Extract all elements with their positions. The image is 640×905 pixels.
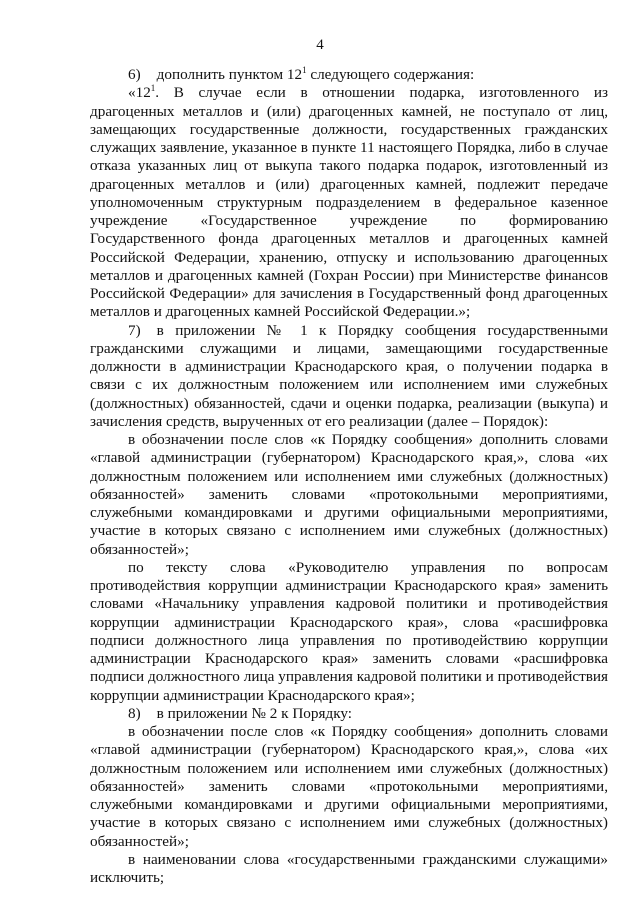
item-number: 8)	[128, 704, 141, 722]
item-7	[90, 322, 608, 432]
paragraph-text: «12	[128, 84, 151, 102]
page-number: 4	[316, 37, 324, 53]
item-number: 6)	[128, 66, 141, 83]
superscript: 1	[150, 83, 156, 94]
item-7-subparagraph-2: по тексту слова «Руководителю управления по вопросам противодействия коррупции администрации Краснодарского края» заменить словами «Начальнику управления кадровой политики и противодействия коррупции администрации Краснодарского края», слова «расшифровка подписи должностного лица управления по противодействию коррупции администрации Краснодарского края» заменить словами «расшифровка подписи должностного лица управления кадровой политики и противодействия коррупции администрации Краснодарского края»;	[90, 558, 608, 704]
item-8-subparagraph-1: в обозначении после слов «к Порядку сообщения» дополнить словами «главой администрации (губернатором) Краснодарского края,», слова «их должностным положением или исполнением ими служебных (должностных) обязанностей» заменить словами «протокольными мероприятиями, служебными командировками и другими официальными мероприятиями, участие в которых связано с исполнением ими служебных (должностных) обязанностей»;	[90, 723, 608, 850]
item-8	[90, 705, 608, 723]
item-6	[90, 66, 608, 84]
superscript: 1	[302, 64, 307, 75]
paragraph-text: следующего содержания:	[306, 66, 475, 83]
paragraph-text: дополнить пунктом 12	[156, 66, 303, 83]
paragraph-12-1	[90, 84, 608, 321]
item-8-subparagraph-2: в наименовании слова «государственными гражданскими служащими» исключить;	[90, 850, 608, 886]
paragraph-text: в приложении № 2 к Порядку:	[156, 704, 352, 722]
paragraph-text: . В случае если в отношении подарка, изготовленного из драгоценных металлов и (или) драгоценных камней, не поступало от лиц, замещающих государственные должности, государственных гражданских служащих заявление, указанное в пункте 11 настоящего Порядка, либо в случае отказа указанных лиц от выкупа такого подарка подарок, изготовленный из драгоценных металлов и (или) драгоценных камней, подлежит передаче уполномоченным структурным подразделением в федеральное казенное учреждение «Государственное учреждение по формированию Государственного фонда драгоценных металлов и драгоценных камней Российской Федерации, хранению, отпуску и использованию драгоценных металлов и драгоценных камней (Гохран России) при Министерстве финансов Российской Федерации» для зачисления в Государственный фонд драгоценных металлов и драгоценных камней Российской Федерации.»;	[90, 84, 608, 321]
item-7-subparagraph-1: в обозначении после слов «к Порядку сообщения» дополнить словами «главой администрации (губернатором) Краснодарского края,», слова «их должностным положением или исполнением ими служебных (должностных) обязанностей» заменить словами «протокольными мероприятиями, служебными командировками и другими официальными мероприятиями, участие в которых связано с исполнением ими служебных (должностных) обязанностей»;	[90, 431, 608, 558]
document-body	[90, 66, 608, 887]
paragraph-text: в приложении № 1 к Порядку сообщения государственными гражданскими служащими и лицами, замещающими государственные должности в администрации Краснодарского края, о получении подарка в связи с их должностным положением или исполнением ими служебных (должностных) обязанностей, сдачи и оценки подарка, реализации (выкупа) и зачисления средств, вырученных от его реализации (далее – Порядок):	[90, 321, 608, 430]
item-number: 7)	[128, 321, 141, 339]
